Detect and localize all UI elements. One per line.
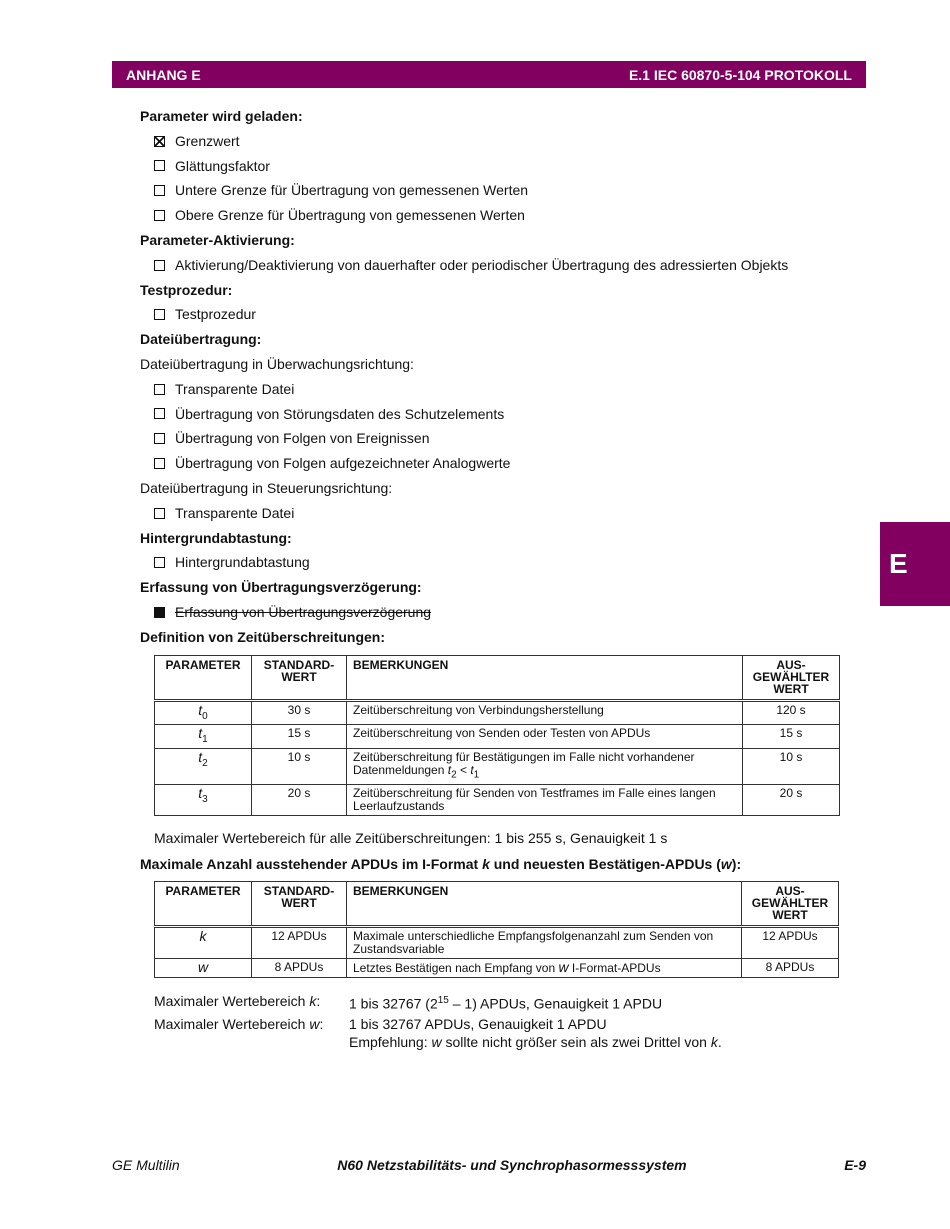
option-label: Transparente Datei: [175, 504, 295, 521]
table-row: [155, 725, 840, 749]
option-item: [140, 550, 860, 575]
selected-cell: 120 s: [743, 700, 840, 725]
option-label: Hintergrundabtastung: [175, 554, 310, 571]
option-item: [140, 253, 860, 278]
option-label: Glättungsfaktor: [175, 157, 270, 174]
remark-cell: Letztes Bestätigen nach Empfang von w I-Format-APDUs: [347, 959, 742, 978]
remark-cell: Zeitüberschreitung für Senden von Testframes im Falle eines langen Leerlaufzustands: [347, 784, 743, 815]
recommendation: Empfehlung: w sollte nicht größer sein als zwei Drittel von k.: [349, 1034, 722, 1051]
table-row: [155, 749, 840, 784]
option-label: Übertragung von Störungsdaten des Schutzelements: [175, 405, 505, 422]
k-range-value: 1 bis 32767 $(2^{15} - 1)$ APDUs, Genauigkeit 1 APDU: [349, 995, 663, 1012]
empty-box-icon: [154, 160, 165, 171]
w-range-label: Maximaler Wertebereich w:: [154, 1016, 324, 1033]
param-cell: $t_0$: [155, 700, 252, 725]
param-cell: $t_1$: [155, 725, 252, 749]
k-range-label: Maximaler Wertebereich k:: [154, 993, 321, 1010]
selected-cell: 15 s: [743, 725, 840, 749]
page-number: E-9: [844, 1157, 866, 1173]
k-range-row: [154, 990, 860, 1012]
empty-box-icon: [154, 557, 165, 568]
section-heading: Testprozedur:: [140, 281, 233, 298]
option-item: [140, 129, 860, 154]
section-heading: Hintergrundabtastung:: [140, 529, 292, 546]
option-label: Obere Grenze für Übertragung von gemessenen Werten: [175, 207, 525, 224]
default-cell: 12 APDUs: [252, 927, 347, 959]
footer-company: GE Multilin: [112, 1157, 180, 1173]
selected-cell: 8 APDUs: [742, 959, 839, 978]
default-cell: 15 s: [252, 725, 347, 749]
table-row: [155, 927, 839, 959]
option-item: [140, 178, 860, 203]
option-item: [140, 600, 860, 625]
timeout-range-note: Maximaler Wertebereich für alle Zeitüberschreitungen: 1 bis 255 s, Genauigkeit 1 s: [154, 829, 668, 846]
table-row: [155, 959, 839, 978]
header-appendix: ANHANG E: [126, 66, 201, 83]
default-cell: 20 s: [252, 784, 347, 815]
selected-cell: 20 s: [743, 784, 840, 815]
section-heading: Maximale Anzahl ausstehender APDUs im I-Format k und neuesten Bestätigen-APDUs (w):: [140, 855, 742, 872]
timeout-table: [154, 655, 840, 816]
table-row: [155, 700, 840, 725]
section-heading: Definition von Zeitüberschreitungen:: [140, 628, 386, 645]
option-item: [140, 154, 860, 179]
default-cell: 8 APDUs: [252, 959, 347, 978]
footer-title: N60 Netzstabilitäts- und Synchrophasormesssystem: [337, 1157, 687, 1173]
section-heading: Parameter-Aktivierung:: [140, 231, 295, 248]
option-label: Grenzwert: [175, 132, 240, 149]
param-cell: k: [155, 927, 252, 959]
option-label: Testprozedur: [175, 306, 256, 323]
col-remarks: BEMERKUNGEN: [347, 655, 743, 700]
w-range-value: [349, 1015, 860, 1051]
option-item: [140, 426, 860, 451]
empty-box-icon: [154, 384, 165, 395]
empty-box-icon: [154, 508, 165, 519]
header-section: E.1 IEC 60870-5-104 PROTOKOLL: [628, 66, 852, 83]
option-item: [140, 377, 860, 402]
option-label: Transparente Datei: [175, 380, 295, 397]
apdu-table: [154, 881, 839, 978]
subsection-label: Dateiübertragung in Steuerungsrichtung:: [140, 479, 393, 496]
remark-cell: Maximale unterschiedliche Empfangsfolgenanzahl zum Senden von Zustandsvariable: [347, 927, 742, 959]
empty-box-icon: [154, 408, 165, 419]
filled-box-icon: [154, 607, 165, 618]
param-cell: $t_3$: [155, 784, 252, 815]
default-cell: 30 s: [252, 700, 347, 725]
option-label: Übertragung von Folgen aufgezeichneter Analogwerte: [175, 455, 511, 472]
w-range-row: [154, 1015, 860, 1051]
empty-box-icon: [154, 458, 165, 469]
empty-box-icon: [154, 210, 165, 221]
col-parameter: PARAMETER: [155, 655, 252, 700]
empty-box-icon: [154, 309, 165, 320]
param-cell: w: [155, 959, 252, 978]
col-selected: AUS- GEWÄHLTER WERT: [743, 655, 840, 700]
remark-cell: Zeitüberschreitung von Verbindungsherstellung: [347, 700, 743, 725]
default-cell: 10 s: [252, 749, 347, 784]
param-cell: $t_2$: [155, 749, 252, 784]
col-remarks: BEMERKUNGEN: [347, 882, 742, 927]
col-default: STANDARD- WERT: [252, 882, 347, 927]
w-range-text: 1 bis 32767 APDUs, Genauigkeit 1 APDU: [349, 1016, 607, 1033]
page-footer: [112, 1157, 866, 1173]
option-item: [140, 203, 860, 228]
option-label: Übertragung von Folgen von Ereignissen: [175, 430, 430, 447]
page-header: [112, 61, 866, 88]
empty-box-icon: [154, 260, 165, 271]
col-default: STANDARD- WERT: [252, 655, 347, 700]
selected-cell: 12 APDUs: [742, 927, 839, 959]
option-label: Aktivierung/Deaktivierung von dauerhafter oder periodischer Übertragung des adressierten Objekts: [175, 256, 789, 273]
remark-cell: Zeitüberschreitung für Bestätigungen im Falle nicht vorhandener Datenmeldungen $t_2 < t_1$: [347, 749, 743, 784]
option-label: Untere Grenze für Übertragung von gemessenen Werten: [175, 182, 529, 199]
subsection-label: Dateiübertragung in Überwachungsrichtung:: [140, 355, 414, 372]
remark-cell: Zeitüberschreitung von Senden oder Testen von APDUs: [347, 725, 743, 749]
chapter-tab[interactable]: E: [880, 522, 950, 606]
section-heading: Dateiübertragung:: [140, 331, 262, 348]
empty-box-icon: [154, 433, 165, 444]
option-item: [140, 402, 860, 427]
page-content: [140, 104, 860, 1051]
col-parameter: PARAMETER: [155, 882, 252, 927]
empty-box-icon: [154, 185, 165, 196]
col-selected: AUS- GEWÄHLTER WERT: [742, 882, 839, 927]
section-heading: Erfassung von Übertragungsverzögerung:: [140, 579, 422, 596]
option-item: [140, 451, 860, 476]
selected-cell: 10 s: [743, 749, 840, 784]
section-heading: Parameter wird geladen:: [140, 108, 303, 124]
checked-box-icon: [154, 136, 165, 147]
table-row: [155, 784, 840, 815]
option-label: Erfassung von Übertragungsverzögerung: [175, 603, 432, 620]
option-item: [140, 501, 860, 526]
option-item: [140, 302, 860, 327]
